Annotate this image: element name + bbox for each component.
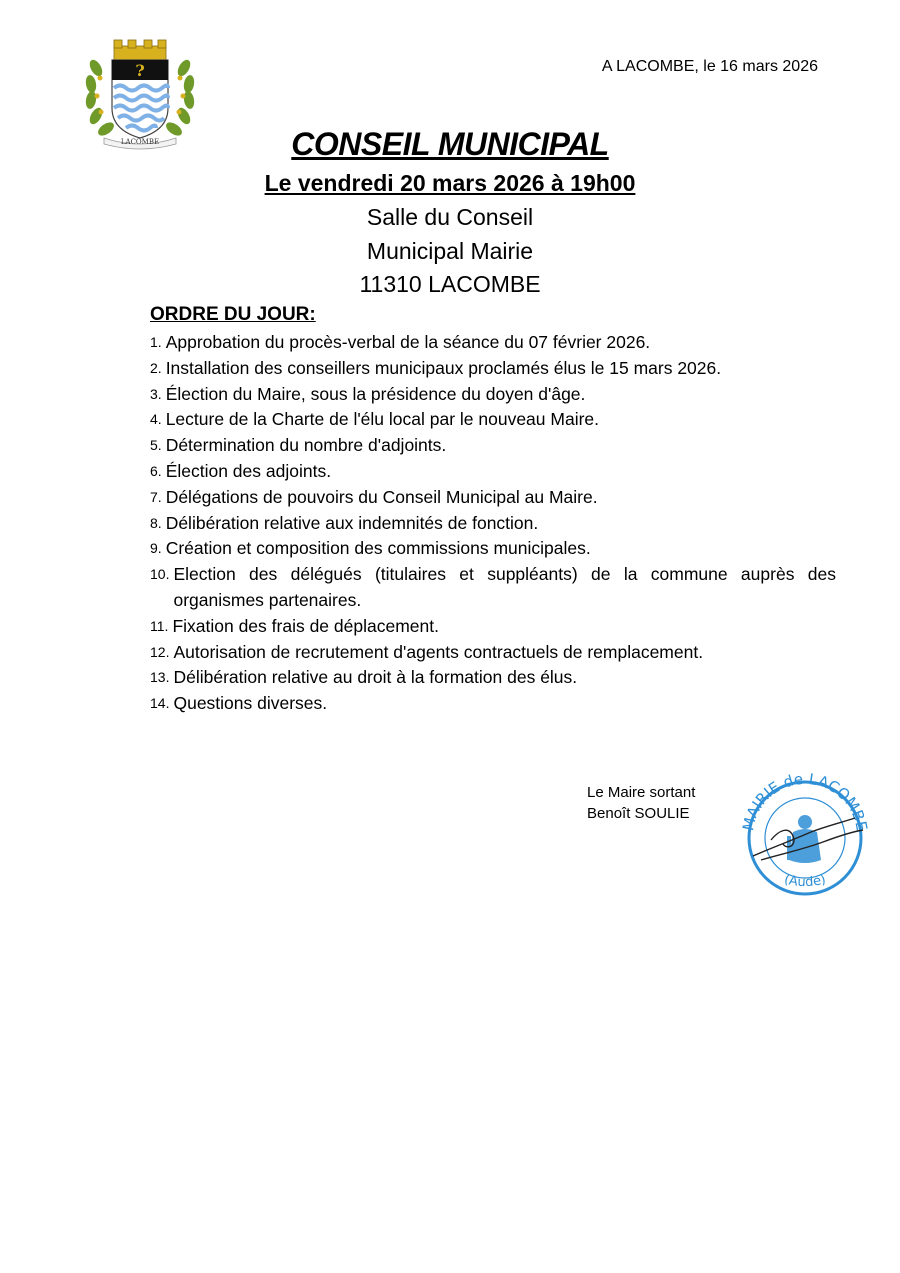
agenda-list — [150, 330, 836, 717]
agenda-item-text: Création et composition des commissions municipales. — [165, 538, 591, 559]
agenda-heading: ORDRE DU JOUR: — [150, 304, 316, 325]
agenda-item-number: 9. — [150, 540, 162, 557]
stamp-emblem — [787, 815, 821, 863]
document-title: CONSEIL MUNICIPAL — [291, 126, 609, 162]
agenda-item-number: 2. — [150, 359, 162, 376]
agenda-item-number: 5. — [150, 437, 162, 454]
mural-crown — [114, 40, 166, 60]
agenda-item-text: Élection du Maire, sous la présidence du doyen d'âge. — [165, 383, 586, 404]
meeting-place-line: Salle du Conseil — [366, 204, 534, 230]
agenda-item-number: 8. — [150, 514, 162, 531]
agenda-item — [150, 382, 836, 408]
agenda-item-text: Approbation du procès-verbal de la séance du 07 février 2026. — [165, 332, 651, 352]
agenda-item — [150, 536, 836, 562]
signatory-name: Benoît SOULIE — [587, 805, 690, 822]
agenda-item-number: 7. — [150, 488, 162, 505]
stamp-text-top: MAIRIE de LACOMBE — [739, 770, 871, 833]
signatory-role: Le Maire sortant — [587, 784, 696, 801]
agenda-item-text: Autorisation de recrutement d'agents contractuels de remplacement. — [173, 641, 704, 662]
stamp-text-bottom: (Aude) — [782, 872, 828, 891]
agenda-item-text: Élection des adjoints. — [165, 460, 332, 481]
crest-name: LACOMBE — [120, 138, 160, 146]
agenda-item-number: 1. — [150, 334, 162, 350]
agenda-item — [150, 691, 836, 717]
agenda-item-number: 10. — [150, 566, 170, 583]
agenda-item-text: Détermination du nombre d'adjoints. — [165, 435, 447, 456]
agenda-item — [150, 433, 836, 459]
agenda-item-text: Délibération relative aux indemnités de fonction. — [165, 512, 539, 533]
document-date: A LACOMBE, le 16 mars 2026 — [601, 58, 818, 75]
agenda-item — [150, 407, 836, 433]
agenda-item-text: Délégations de pouvoirs du Conseil Municipal au Maire. — [165, 486, 598, 507]
agenda-item-number: 3. — [150, 385, 162, 402]
signature-block — [587, 782, 695, 824]
agenda-item-number: 4. — [150, 411, 162, 428]
svg-text:?: ? — [135, 61, 145, 80]
agenda-item — [150, 614, 836, 640]
agenda-item-text: Election des délégués (titulaires et suppléants) de la commune auprès des organismes partenaires. — [173, 564, 836, 610]
agenda-item — [150, 356, 836, 382]
agenda-item-number: 14. — [150, 695, 170, 712]
agenda-item-text: Questions diverses. — [173, 693, 328, 714]
meeting-place-line: 11310 LACOMBE — [359, 271, 541, 297]
agenda-item-text: Délibération relative au droit à la formation des élus. — [173, 667, 578, 688]
meeting-date: Le vendredi 20 mars 2026 à 19h00 — [264, 170, 636, 196]
agenda-item — [150, 330, 836, 356]
agenda-item — [150, 459, 836, 485]
agenda-item-text: Installation des conseillers municipaux proclamés élus le 15 mars 2026. — [165, 357, 722, 378]
agenda-item-text: Fixation des frais de déplacement. — [172, 615, 439, 636]
agenda-item-text: Lecture de la Charte de l'élu local par le nouveau Maire. — [165, 409, 600, 430]
agenda-item — [150, 485, 836, 511]
agenda-item-number: 13. — [150, 669, 170, 686]
agenda-item — [150, 562, 836, 614]
agenda-item — [150, 511, 836, 537]
meeting-place-line: Municipal Mairie — [366, 238, 534, 264]
agenda-item-number: 11. — [150, 617, 169, 634]
agenda-item — [150, 665, 836, 691]
town-hall-stamp — [731, 770, 877, 896]
agenda-item-number: 6. — [150, 462, 162, 479]
agenda-item — [150, 640, 836, 666]
agenda-item-number: 12. — [150, 643, 170, 660]
